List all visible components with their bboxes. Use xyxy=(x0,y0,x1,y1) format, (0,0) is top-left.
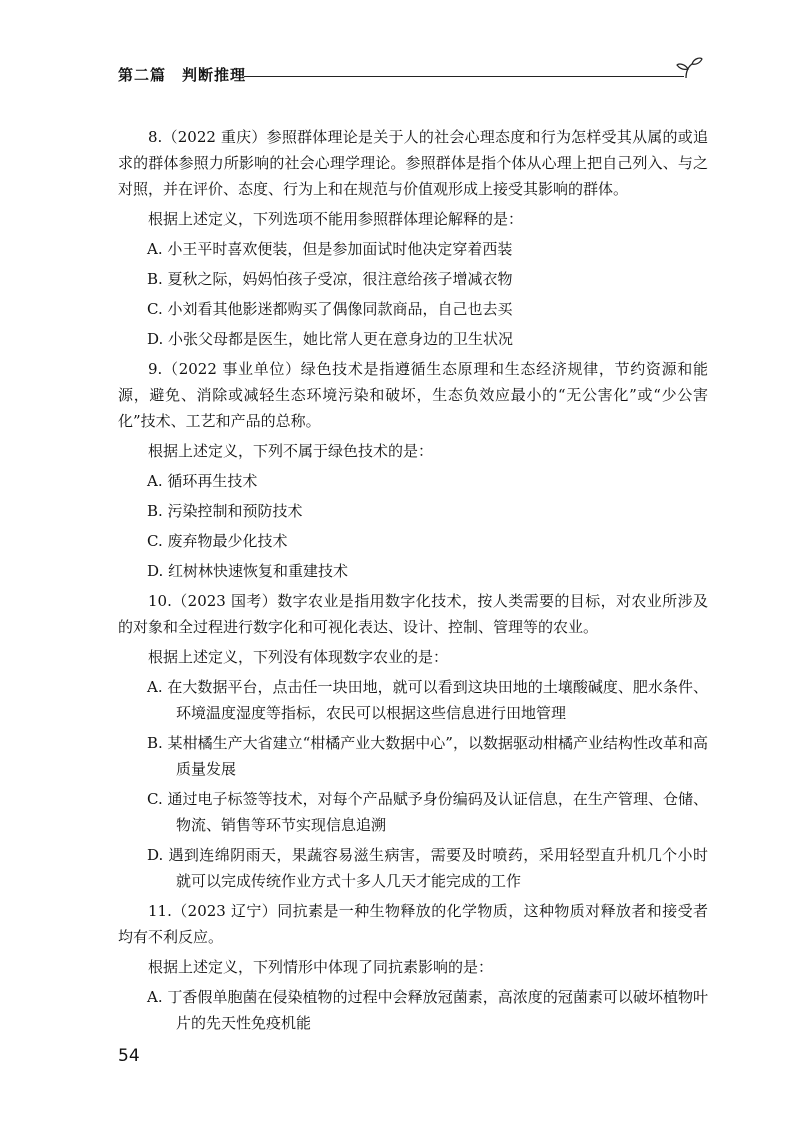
question-block xyxy=(118,898,708,1036)
question-block xyxy=(118,124,708,352)
question-stem: 11.（2023 辽宁）同抗素是一种生物释放的化学物质，这种物质对释放者和接受者均有不利反应。 xyxy=(118,902,708,946)
question-block xyxy=(118,588,708,894)
page-header xyxy=(118,56,700,92)
sprout-icon xyxy=(674,56,704,86)
page-number: 54 xyxy=(118,1046,140,1066)
option-b: B. 夏秋之际，妈妈怕孩子受凉，很注意给孩子增减衣物 xyxy=(147,270,513,288)
option-d: D. 小张父母都是医生，她比常人更在意身边的卫生状况 xyxy=(147,330,514,348)
question-stem: 9.（2022 事业单位）绿色技术是指遵循生态原理和生态经济规律，节约资源和能源，避免、消除或减轻生态环境污染和破坏，生态负效应最小的“无公害化”或“少公害化”技术、工艺和产品的总称。 xyxy=(118,360,708,430)
option-a: A. 丁香假单胞菌在侵染植物的过程中会释放冠菌素，高浓度的冠菌素可以破坏植物叶片的先天性免疫机能 xyxy=(147,988,708,1032)
question-prompt: 根据上述定义，下列情形中体现了同抗素影响的是： xyxy=(148,958,494,976)
option-c: C. 小刘看其他影迷都购买了偶像同款商品，自己也去买 xyxy=(147,300,513,318)
option-c: C. 废弃物最少化技术 xyxy=(147,532,288,550)
option-a: A. 循环再生技术 xyxy=(147,472,258,490)
question-prompt: 根据上述定义，下列选项不能用参照群体理论解释的是： xyxy=(148,210,524,228)
question-prompt: 根据上述定义，下列不属于绿色技术的是： xyxy=(148,442,434,460)
option-b: B. 某柑橘生产大省建立“柑橘产业大数据中心”，以数据驱动柑橘产业结构性改革和高质量发展 xyxy=(147,734,708,778)
question-stem: 8.（2022 重庆）参照群体理论是关于人的社会心理态度和行为怎样受其从属的或追求的群体参照力所影响的社会心理学理论。参照群体是指个体从心理上把自己列入、与之对照，并在评价、态度、行为上和在规范与价值观形成上接受其影响的群体。 xyxy=(118,128,708,198)
question-block xyxy=(118,356,708,584)
option-c: C. 通过电子标签等技术，对每个产品赋予身份编码及认证信息，在生产管理、仓储、物流、销售等环节实现信息追溯 xyxy=(147,790,708,834)
option-d: D. 红树林快速恢复和重建技术 xyxy=(147,562,349,580)
question-stem: 10.（2023 国考）数字农业是指用数字化技术，按人类需要的目标，对农业所涉及的对象和全过程进行数字化和可视化表达、设计、控制、管理等的农业。 xyxy=(118,592,708,636)
option-a: A. 在大数据平台，点击任一块田地，就可以看到这块田地的土壤酸碱度、肥水条件、环境温度湿度等指标，农民可以根据这些信息进行田地管理 xyxy=(147,678,708,722)
option-a: A. 小王平时喜欢便装，但是参加面试时他决定穿着西装 xyxy=(147,240,513,258)
header-rule xyxy=(244,76,684,77)
section-title: 第二篇 判断推理 xyxy=(118,66,247,84)
option-d: D. 遇到连绵阴雨天，果蔬容易滋生病害，需要及时喷药，采用轻型直升机几个小时就可以完成传统作业方式十多人几天才能完成的工作 xyxy=(147,846,708,890)
question-prompt: 根据上述定义，下列没有体现数字农业的是： xyxy=(148,648,449,666)
option-b: B. 污染控制和预防技术 xyxy=(147,502,303,520)
question-content xyxy=(118,124,708,1040)
